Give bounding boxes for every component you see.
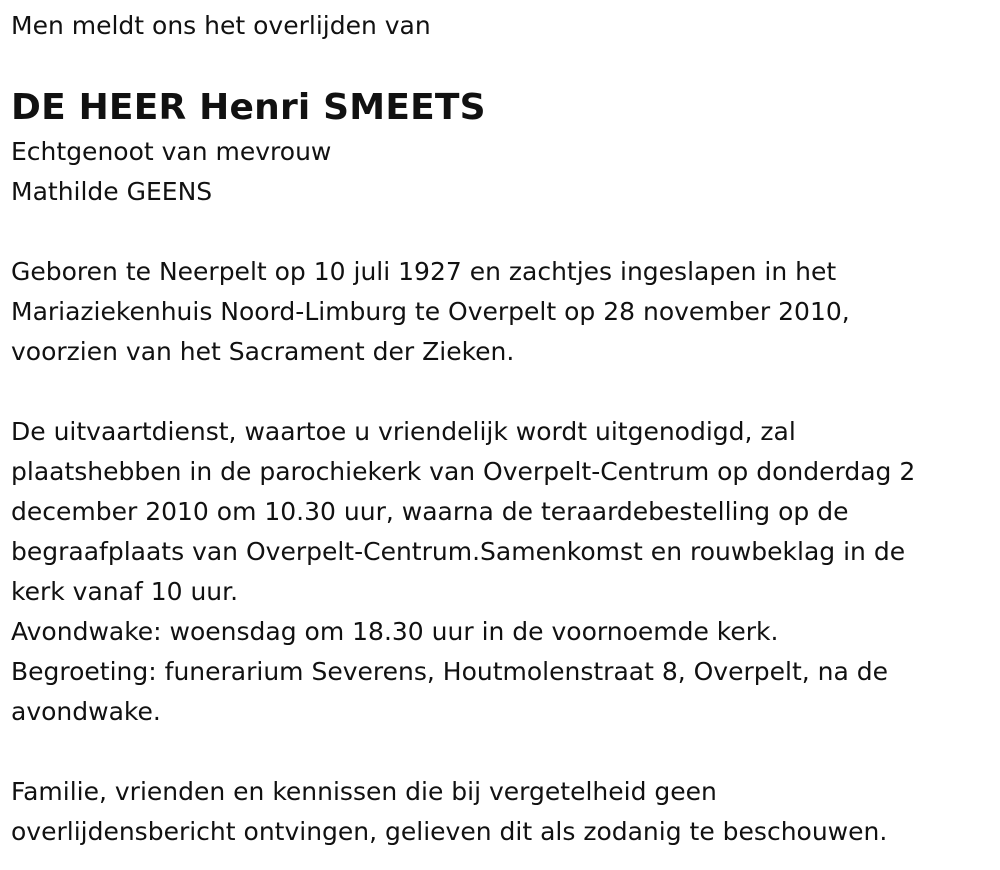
- spouse-line: Echtgenoot van mevrouw: [11, 137, 332, 166]
- funeral-line: december 2010 om 10.30 uur, waarna de teraardebestelling op de: [11, 497, 849, 526]
- funeral-line: plaatshebben in de parochiekerk van Overpelt-Centrum op donderdag 2: [11, 457, 916, 486]
- birth-death-paragraph: [11, 252, 986, 372]
- funeral-line: kerk vanaf 10 uur.: [11, 577, 239, 606]
- greeting-line: Begroeting: funerarium Severens, Houtmolenstraat 8, Overpelt, na de: [11, 657, 889, 686]
- birth-death-line: voorzien van het Sacrament der Zieken.: [11, 337, 515, 366]
- closing-paragraph: [11, 772, 986, 852]
- spouse-info: [11, 132, 986, 212]
- birth-death-line: Mariaziekenhuis Noord-Limburg te Overpelt op 28 november 2010,: [11, 297, 850, 326]
- funeral-line: De uitvaartdienst, waartoe u vriendelijk wordt uitgenodigd, zal: [11, 417, 796, 446]
- birth-death-line: Geboren te Neerpelt op 10 juli 1927 en zachtjes ingeslapen in het: [11, 257, 837, 286]
- funeral-line: begraafplaats van Overpelt-Centrum.Samenkomst en rouwbeklag in de: [11, 537, 906, 566]
- wake-line: Avondwake: woensdag om 18.30 uur in de voornoemde kerk.: [11, 617, 779, 646]
- deceased-name: DE HEER Henri SMEETS: [11, 87, 486, 128]
- funeral-paragraph: [11, 412, 986, 732]
- closing-line: overlijdensbericht ontvingen, gelieven dit als zodanig te beschouwen.: [11, 817, 888, 846]
- spouse-name: Mathilde GEENS: [11, 177, 213, 206]
- greeting-line: avondwake.: [11, 697, 161, 726]
- closing-line: Familie, vrienden en kennissen die bij vergetelheid geen: [11, 777, 717, 806]
- death-notice: [11, 6, 986, 852]
- intro-text: Men meldt ons het overlijden van: [11, 11, 431, 40]
